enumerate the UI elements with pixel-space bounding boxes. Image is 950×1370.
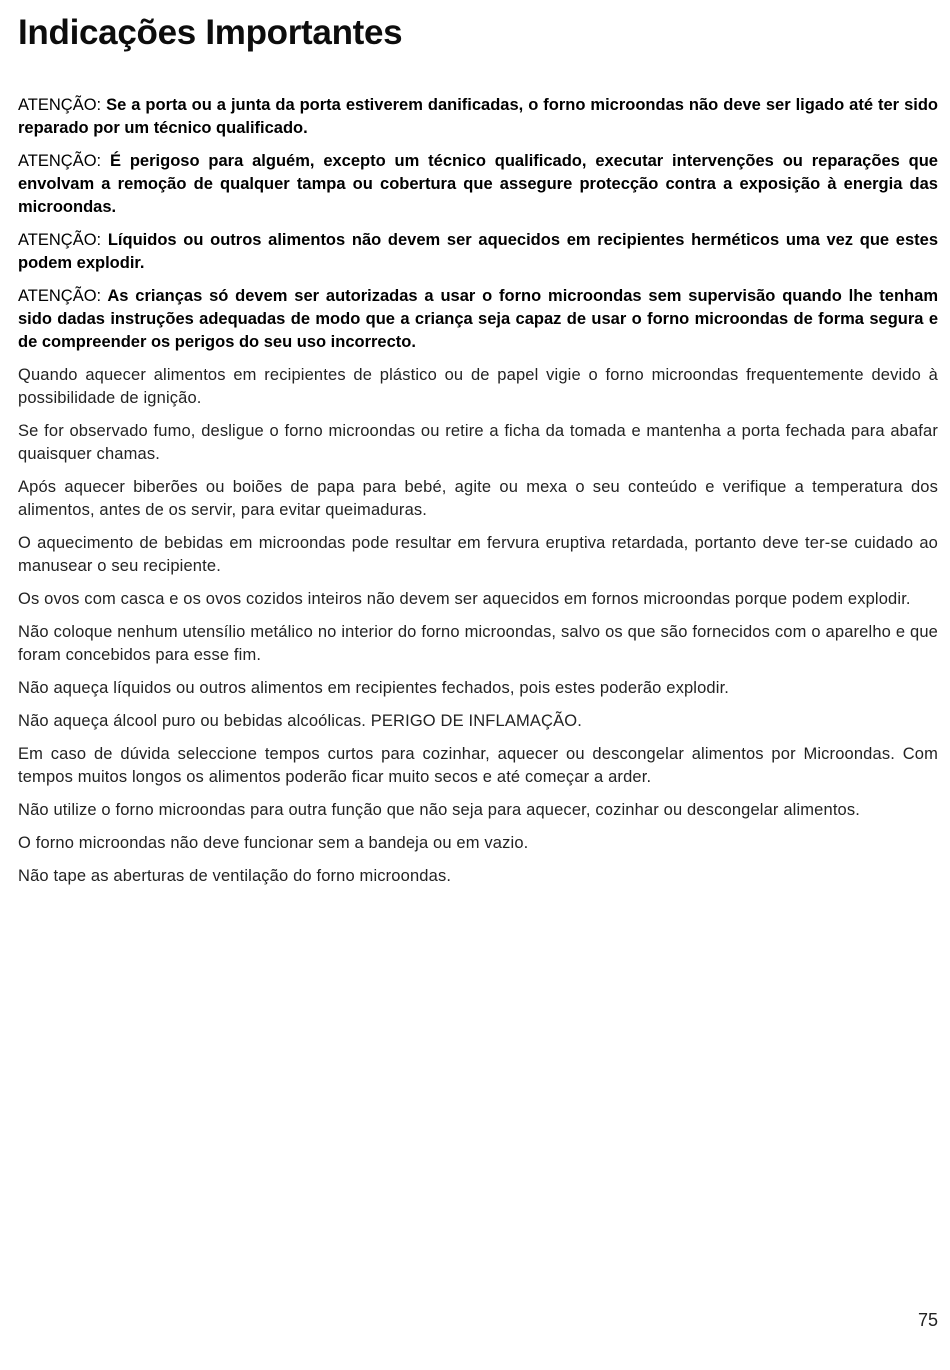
safety-note: Os ovos com casca e os ovos cozidos inteiros não devem ser aquecidos em fornos microondas porque podem explodir. xyxy=(18,590,911,608)
page-title: Indicações Importantes xyxy=(18,13,403,52)
safety-note: Não aqueça líquidos ou outros alimentos em recipientes fechados, pois estes poderão explodir. xyxy=(18,679,730,697)
warning-label: ATENÇÃO: xyxy=(18,231,102,249)
warning-text: É perigoso para alguém, excepto um técnico qualificado, executar intervenções ou reparações que envolvam a remoção de qualquer tampa ou cobertura que assegure protecção contra a exposição à energia das microondas. xyxy=(18,152,938,216)
document-page xyxy=(18,12,938,898)
warning-text: Se a porta ou a junta da porta estiverem danificadas, o forno microondas não deve ser ligado até ter sido reparado por um técnico qualificado. xyxy=(18,96,938,137)
safety-note: Não tape as aberturas de ventilação do forno microondas. xyxy=(18,867,452,885)
warning-paragraph xyxy=(18,229,938,275)
safety-note: Não coloque nenhum utensílio metálico no interior do forno microondas, salvo os que são fornecidos com o aparelho e que foram concebidos para esse fim. xyxy=(18,623,938,664)
warning-label: ATENÇÃO: xyxy=(18,96,102,114)
warning-label: ATENÇÃO: xyxy=(18,287,102,305)
safety-note: Não aqueça álcool puro ou bebidas alcoólicas. PERIGO DE INFLAMAÇÃO. xyxy=(18,712,582,730)
warning-paragraph xyxy=(18,150,938,219)
warning-label: ATENÇÃO: xyxy=(18,152,102,170)
warning-text: As crianças só devem ser autorizadas a usar o forno microondas sem supervisão quando lhe tenham sido dadas instruções adequadas de modo que a criança seja capaz de usar o forno microondas de forma segura e de compreender os perigos do seu uso incorrecto. xyxy=(18,287,938,351)
safety-note: Em caso de dúvida seleccione tempos curtos para cozinhar, aquecer ou descongelar alimentos por Microondas. Com tempos muitos longos os alimentos poderão ficar muito secos e até começar a arder. xyxy=(18,745,938,786)
warning-paragraph xyxy=(18,94,938,140)
safety-note: Após aquecer biberões ou boiões de papa para bebé, agite ou mexa o seu conteúdo e verifique a temperatura dos alimentos, antes de os servir, para evitar queimaduras. xyxy=(18,478,938,519)
safety-note: Quando aquecer alimentos em recipientes de plástico ou de papel vigie o forno microondas frequentemente devido à possibilidade de ignição. xyxy=(18,366,938,407)
safety-note: O forno microondas não deve funcionar sem a bandeja ou em vazio. xyxy=(18,834,529,852)
safety-note: Não utilize o forno microondas para outra função que não seja para aquecer, cozinhar ou descongelar alimentos. xyxy=(18,801,861,819)
safety-note: O aquecimento de bebidas em microondas pode resultar em fervura eruptiva retardada, portanto deve ter-se cuidado ao manusear o seu recipiente. xyxy=(18,534,938,575)
warning-paragraph xyxy=(18,285,938,354)
safety-note: Se for observado fumo, desligue o forno microondas ou retire a ficha da tomada e mantenha a porta fechada para abafar quaisquer chamas. xyxy=(18,422,938,463)
warning-text: Líquidos ou outros alimentos não devem ser aquecidos em recipientes herméticos uma vez que estes podem explodir. xyxy=(18,231,938,272)
page-number: 75 xyxy=(917,1310,938,1330)
